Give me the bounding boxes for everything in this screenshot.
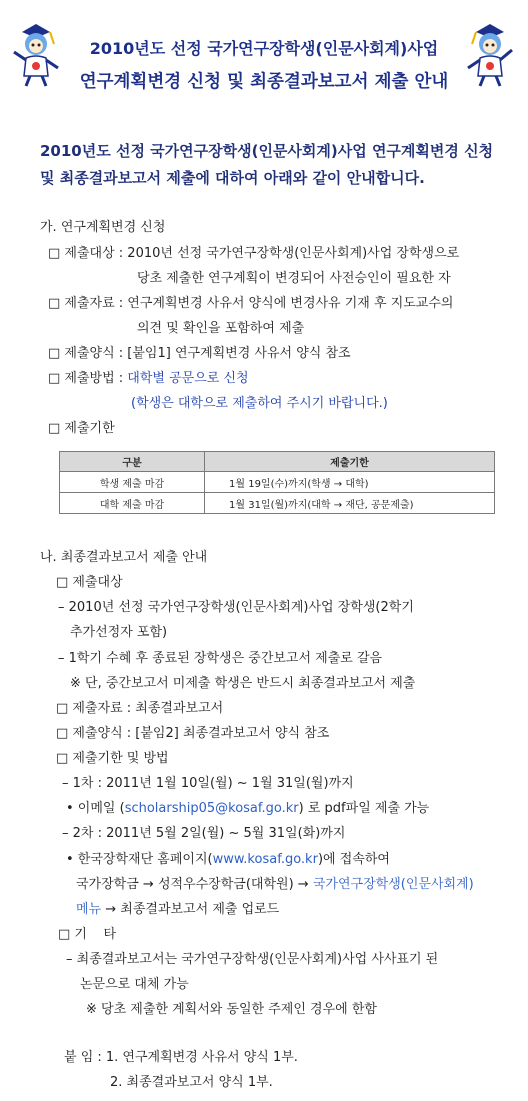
section-b-etc-note: ※ 당초 제출한 계획서와 동일한 주제인 경우에 한함 — [86, 1002, 377, 1017]
section-b-round2-path — [76, 876, 474, 894]
table-cell: 1월 19일(수)까지(학생 → 대학) — [205, 472, 495, 493]
path-menu-cont: 메뉴 — [76, 902, 102, 917]
header-banner — [0, 0, 528, 105]
section-a-target-cont: 당초 제출한 연구계획이 변경되어 사전승인이 필요한 자 — [137, 271, 451, 286]
section-a-materials-cont: 의견 및 확인을 포함하여 제출 — [137, 321, 305, 336]
section-b-heading: 나. 최종결과보고서 제출 안내 — [40, 550, 208, 565]
web-suffix: )에 접속하여 — [317, 852, 390, 867]
intro-line2: 및 최종결과보고서 제출에 대하여 아래와 같이 안내합니다. — [40, 169, 425, 187]
email-link[interactable]: scholarship05@kosaf.go.kr — [124, 801, 299, 816]
table-row — [60, 472, 495, 493]
section-b-target-item2: – 1학기 수혜 후 종료된 장학생은 중간보고서 제출로 갈음 — [58, 651, 383, 666]
section-b-target: □ 제출대상 — [56, 575, 123, 590]
section-a-heading: 가. 연구계획변경 신청 — [40, 220, 166, 235]
section-b-etc: □ 기 타 — [58, 927, 117, 942]
table-row — [60, 493, 495, 514]
section-b-target-item1: – 2010년 선정 국가연구장학생(인문사회계)사업 장학생(2학기 — [58, 600, 414, 615]
section-a-method-label: □ 제출방법 : — [48, 371, 128, 386]
header-title-line2: 연구계획변경 신청 및 최종결과보고서 제출 안내 — [79, 72, 449, 92]
path-suffix: → 최종결과보고서 제출 업로드 — [101, 902, 280, 917]
table-cell: 1월 31일(월)까지(대학 → 재단, 공문제출) — [205, 493, 495, 514]
section-b-materials: □ 제출자료 : 최종결과보고서 — [56, 701, 224, 716]
website-link[interactable]: www.kosaf.go.kr — [212, 852, 318, 867]
intro-text — [40, 138, 510, 192]
deadline-table — [59, 451, 495, 514]
attachments-line1: 붙 임 : 1. 연구계획변경 사유서 양식 1부. — [64, 1050, 298, 1065]
section-a-deadline: □ 제출기한 — [48, 421, 115, 436]
web-prefix: • 한국장학재단 홈페이지( — [66, 852, 213, 867]
table-cell: 학생 제출 마감 — [60, 472, 205, 493]
section-b-round1: – 1차 : 2011년 1월 10일(월) ~ 1월 31일(월)까지 — [62, 776, 354, 791]
section-b-etc-item1: – 최종결과보고서는 국가연구장학생(인문사회계)사업 사사표기 된 — [66, 952, 439, 967]
section-a-method-value: 대학별 공문으로 신청 — [127, 371, 249, 386]
section-a-method-note: (학생은 대학으로 제출하여 주시기 바랍니다.) — [131, 396, 388, 411]
section-a-method — [48, 370, 249, 388]
section-b-deadline: □ 제출기한 및 방법 — [56, 751, 169, 766]
section-a-target: □ 제출대상 : 2010년 선정 국가연구장학생(인문사회계)사업 장학생으로 — [48, 246, 460, 261]
section-b-form: □ 제출양식 : [붙임2] 최종결과보고서 양식 참조 — [56, 726, 330, 741]
section-b-target-note: ※ 단, 중간보고서 미제출 학생은 반드시 최종결과보고서 제출 — [70, 676, 416, 691]
intro-line1: 2010년도 선정 국가연구장학생(인문사회계)사업 연구계획변경 신청 — [40, 142, 494, 160]
email-prefix: • 이메일 ( — [66, 801, 125, 816]
attachments-line2: 2. 최종결과보고서 양식 1부. — [110, 1075, 273, 1090]
section-b-target-item1-cont: 추가선정자 포함) — [70, 625, 168, 640]
table-header-cell: 제출기한 — [205, 452, 495, 472]
email-suffix: ) 로 pdf파일 제출 가능 — [298, 801, 430, 816]
section-b-round2-web — [66, 851, 390, 869]
table-header-row — [60, 452, 495, 472]
path-menu: 국가연구장학생(인문사회계) — [312, 877, 474, 892]
section-a-form: □ 제출양식 : [붙임1] 연구계획변경 사유서 양식 참조 — [48, 346, 351, 361]
section-b-round1-email — [66, 800, 429, 818]
table-cell: 대학 제출 마감 — [60, 493, 205, 514]
header-title-line1: 2010년도 선정 국가연구장학생(인문사회계)사업 — [89, 39, 439, 58]
table-header-cell: 구분 — [60, 452, 205, 472]
section-b-round2-path-cont — [76, 901, 279, 919]
section-b-round2: – 2차 : 2011년 5월 2일(월) ~ 5월 31일(화)까지 — [62, 826, 346, 841]
section-a-materials: □ 제출자료 : 연구계획변경 사유서 양식에 변경사유 기재 후 지도교수의 — [48, 296, 454, 311]
section-b-etc-item1-cont: 논문으로 대체 가능 — [80, 977, 189, 992]
path-prefix: 국가장학금 → 성적우수장학금(대학원) → — [76, 877, 313, 892]
mascot-right-icon — [462, 18, 518, 90]
